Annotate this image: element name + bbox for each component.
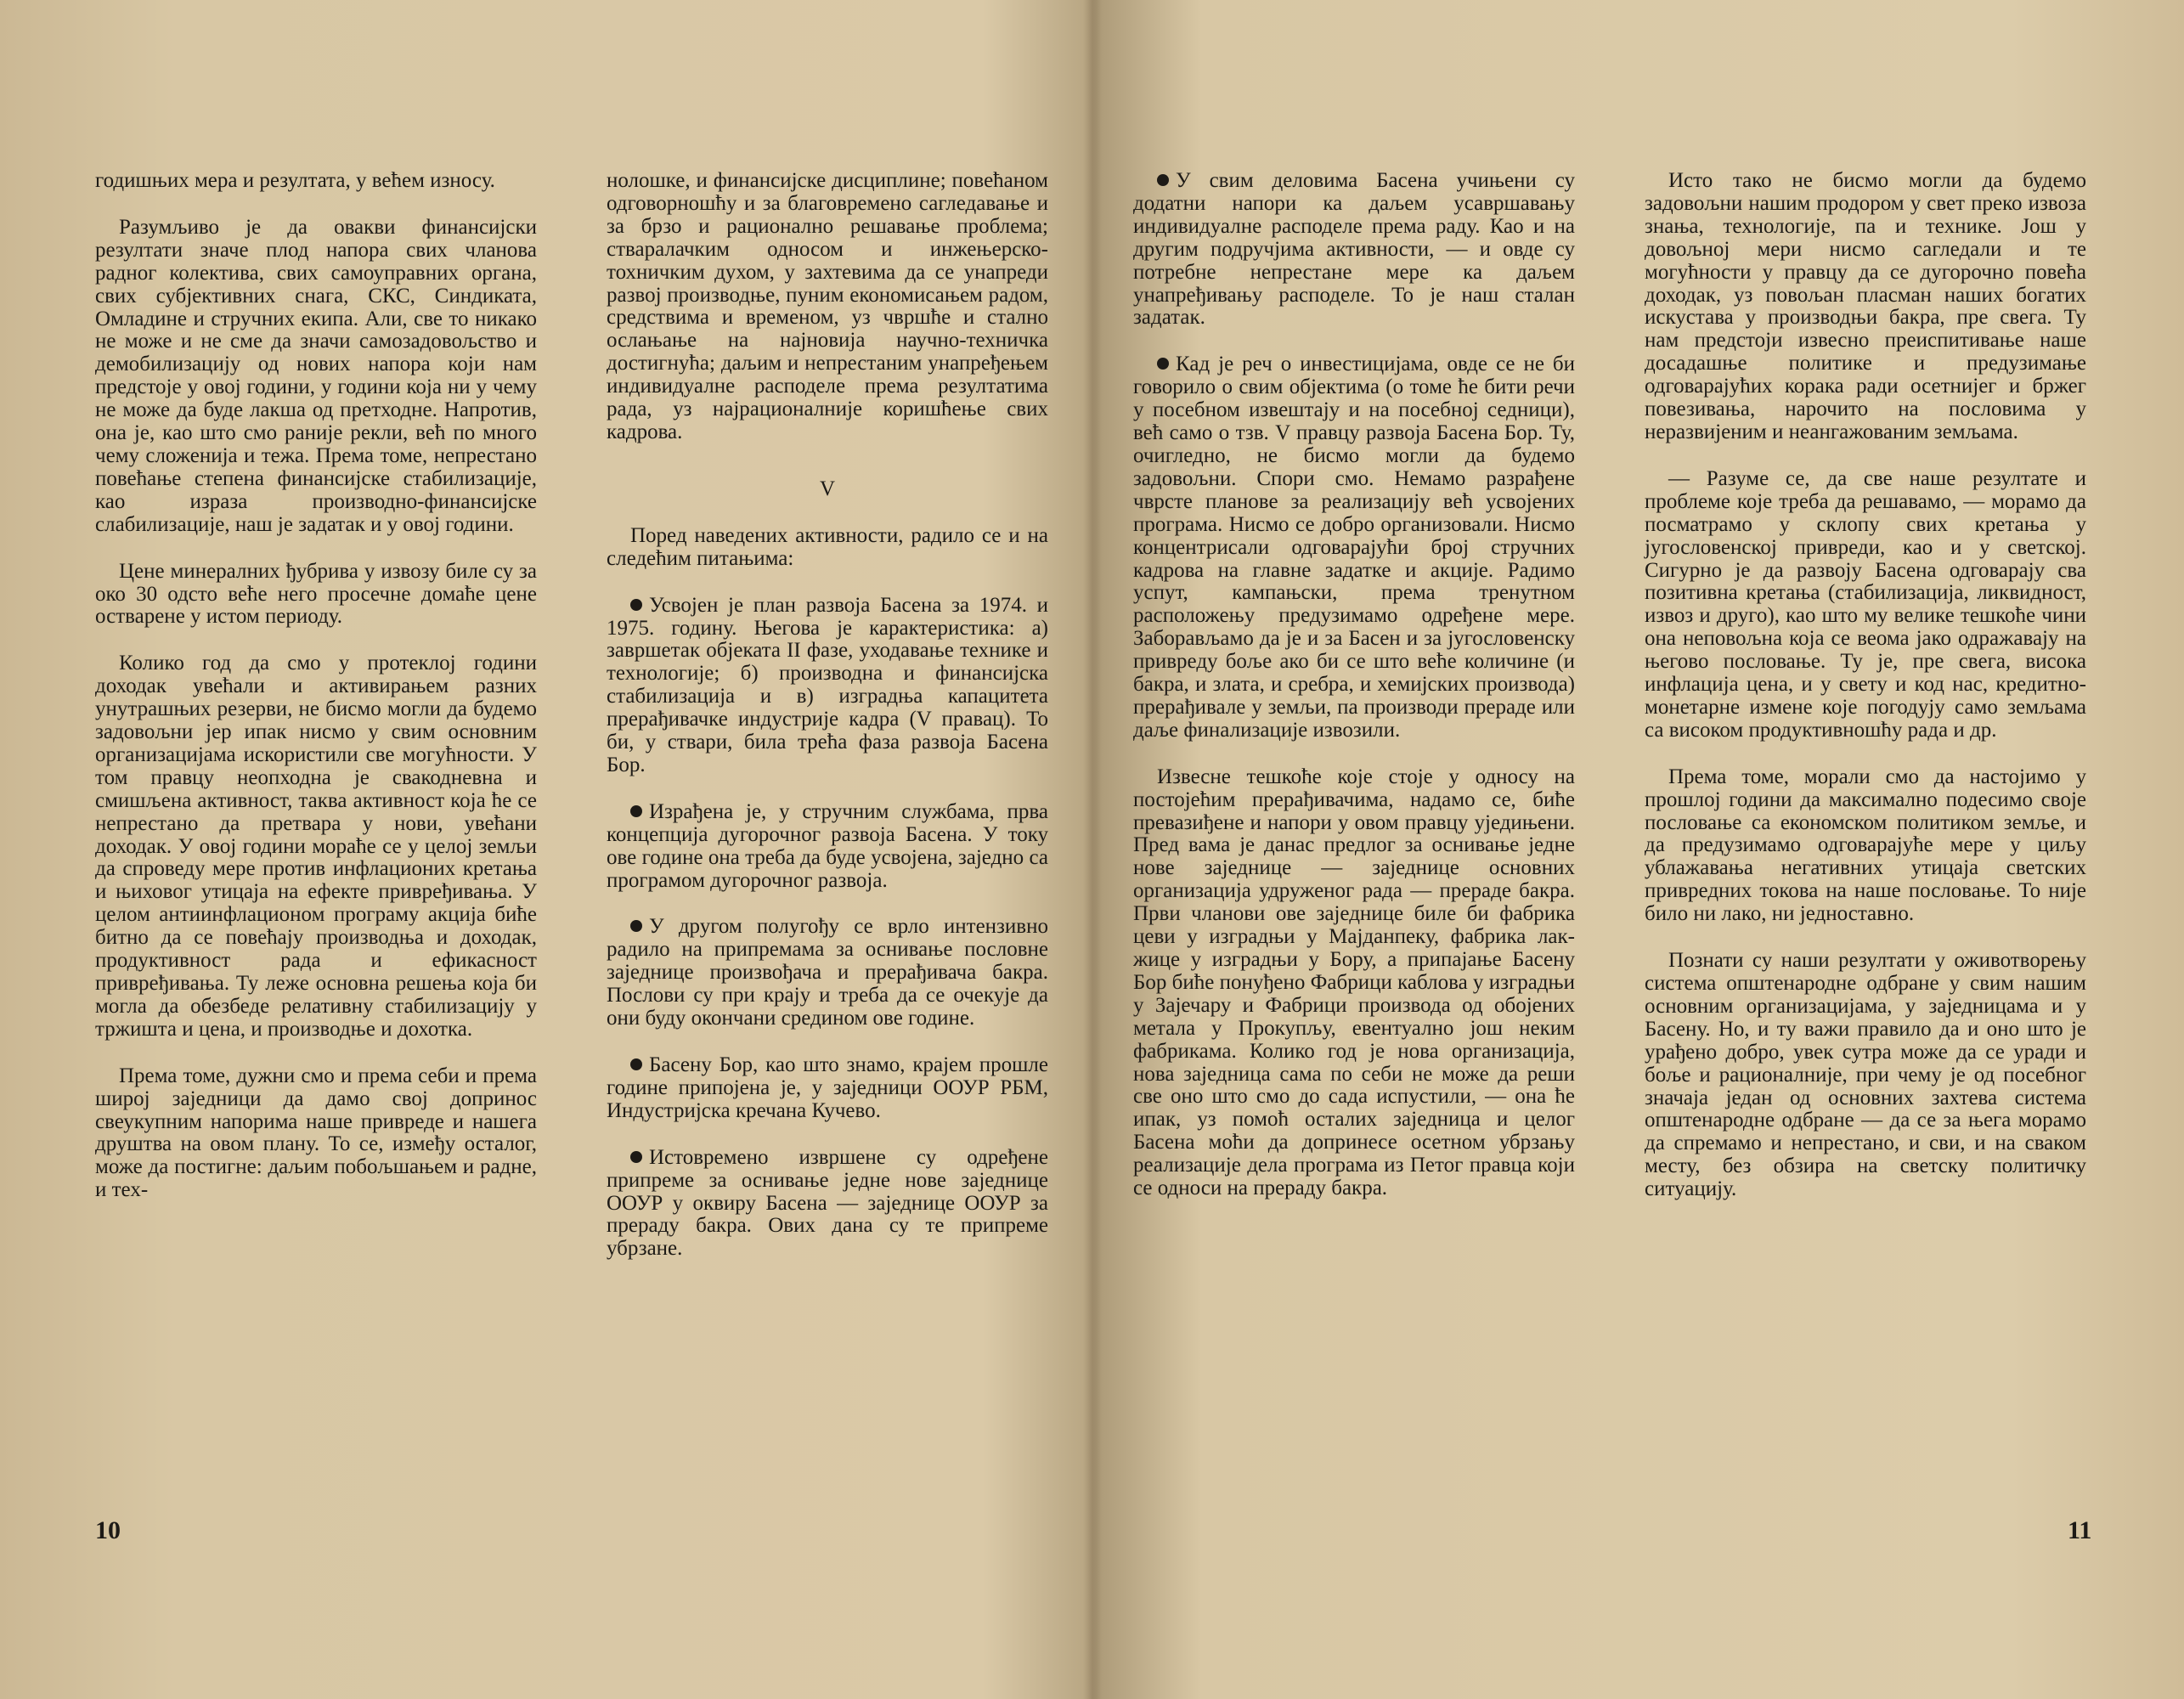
bullet-icon	[630, 920, 642, 932]
paragraph: — Разуме се, да све наше резултате и проблеме које треба да решавамо, — морамо да посматрамо у склопу свих кретања у југословенској привреди, као и у светској. Сигурно је да развоју Басена одговарају сва позитивна кретања (стабилизација, ликвидност, извоз и друго), као што му велике тешкоће чини она неповољна која се веома јако одражавају на његово пословање. Ту је, пре свега, висока инфлација цена, и у свету и код нас, кредитно-монетарне измене које погодују само земљама са високом продуктивношћу рада и др.	[1645, 466, 2086, 742]
paragraph: Цене минералних ђубрива у извозу биле су за око 30 одсто веће него просечне домаће цене остварене у истом периоду.	[95, 559, 537, 629]
page-number: 10	[95, 1516, 121, 1544]
paragraph: Извесне тешкоће које стоје у односу на постојећим прерађивачима, надамо се, биће превазиђене и напори у овом правцу уједињени. Пред вама је данас предлог за оснивање једне нове заједнице — заједнице основних организација удруженог рада — прераде бакра. Први чланови ове заједнице биле би фабрика цеви у изградњи у Мајданпеку, фабрика лак-жице у изградњи у Бору, а припајање Басену Бор биће понуђено Фабрици каблова у изградњи у Зајечару и Фабрици производа од обојених метала у Прокупљу, евентуално још неким фабрикама. Колико год је нова организација, нова заједница сама по себи не може да реши све оно што смо до сада испустили, — она ће ипак, уз помоћ осталих заједница и целог Басена моћи да допринесе осетном убрзању реализације дела програма из Петог правца који се односи на прераду бакра.	[1133, 765, 1575, 1200]
bullet-icon	[630, 599, 642, 611]
paragraph: Према томе, дужни смо и према себи и према широј заједници да дамо свој допринос свеукупним напорима наше привреде и нашега друштва на овом плану. То се, између осталог, може да постигне: даљим побољшањем и радне, и тех-	[95, 1064, 537, 1202]
bullet-icon	[630, 805, 642, 817]
paragraph-text: Басену Бор, као што знамо, крајем прошле године припојена је, у заједници ООУР РБМ, Индустријска кречана Кучево.	[607, 1053, 1048, 1122]
section-heading: V	[819, 477, 836, 500]
paragraph: годишњих мера и резултата, у већем износу.	[95, 169, 495, 192]
paragraph-text: У другом полугођу се врло интензивно радило на припремама за оснивање пословне заједнице произвођача и прерађивача бакра. Послови су при крају и треба да се очекује да они буду окончани средином ове године.	[607, 915, 1048, 1030]
right-page-column-1	[1133, 170, 1575, 1224]
bullet-icon	[1157, 358, 1169, 370]
paragraph: Према томе, морали смо да настојимо у прошлој години да максимално подесимо своје пословање са економском политиком земље, и да предузимамо одговарајуће мере у циљу ублажавања негативних утицаја светских привредних токова на наше пословање. То није било ни лако, ни једноставно.	[1645, 765, 2086, 926]
bullet-paragraph	[1133, 170, 1575, 330]
paragraph: Поред наведених активности, радило се и на следећим питањима:	[607, 523, 1048, 570]
bullet-icon	[630, 1151, 642, 1163]
paragraph-text: Кад је реч о инвестицијама, овде се не би говорило о свим објектима (о томе ће бити речи у посебном извештају и на посебној седници), већ само о тзв. V правцу развоја Басена Бор. Ту, очигледно, не бисмо могли да будемо задовољни. Спори смо. Немамо разрађене чврсте планове за реализацију већ усвојених програма. Нисмо се добро организовали. Нисмо концентрисали одговарајући број стручних кадрова на главне задатке и акције. Радимо успут, кампањски, према тренутном расположењу предузимамо одређене мере. Заборављамо да је и за Басен и за југословенску привреду боље ако би се што веће количине (и бакра, и злата, и сребра, и хемијских производа) прерађивале у земљи, па производи прераде или даље финализације извозили.	[1133, 353, 1575, 742]
bullet-paragraph	[607, 1147, 1048, 1262]
paragraph-text: У свим деловима Басена учињени су додатни напори ка даљем усавршавању индивидуалне расподеле према раду. Као и на другим подручјима активности, — и овде су потребне непрестане мере ка даљем унапређивању расподеле. То је наш сталан задатак.	[1133, 169, 1575, 330]
paragraph: Разумљиво је да овакви финансијски резултати значе плод напора свих чланова радног колектива, свих самоуправних органа, свих субјективних снага, СКС, Синдиката, Омладине и стручних екипа. Али, све то никако не може и не сме да значи самозадовољство и демобилизацију од нових напора који нам предстоје у овој години, у години која ни у чему не може да буде лакша од претходне. Напротив, она је, као што смо раније рекли, већ по много чему сложенија и тежа. Према томе, непрестано повећање степена финансијске стабилизације, као израза производно-финансијске слабилизације, наш је задатак и у овој години.	[95, 215, 537, 536]
paragraph-text: Истовремено извршене су одређене припреме за оснивање једне нове заједнице ООУР у оквиру Басена — заједнице ООУР за прераду бакра. Ових дана су те припреме убрзане.	[607, 1145, 1048, 1261]
bullet-paragraph	[1133, 353, 1575, 742]
bullet-icon	[630, 1058, 642, 1070]
paragraph-text: Израђена је, у стручним службама, прва концепција дугорочног развоја Басена. У току ове године она треба да буде усвојена, заједно са програмом дугорочног развоја.	[607, 799, 1048, 892]
paragraph: Познати су наши резултати у оживотворењу система општенародне одбране у свим нашим основним организацијама, у заједницама и у Басену. Но, и ту важи правило да и оно што је урађено добро, увек сутра може да се уради и боље и рационалније, при чему је од посебног значаја један од основних захтева система општенародне одбране — да се за њега морамо да спремамо и непрестано, и сви, и на сваком месту, без обзира на светску политичку ситуацију.	[1645, 949, 2086, 1201]
bullet-paragraph	[607, 801, 1048, 893]
bullet-paragraph	[607, 916, 1048, 1030]
paragraph: Исто тако не бисмо могли да будемо задовољни нашим продором у свет преко извоза знања, технологије, па и технике. Још у довољној мери нисмо сагледали и те могућности у правцу да се дугорочно повећа доходак, уз повољан пласман наших богатих искустава у производњи бакра, пре свега. Ту нам предстоји извесно преиспитивање наше досадашње политике и предузимање одговарајућих корака ради осетнијег и бржег повезивања, нарочито на пословима у неразвијеним и неангажованим земљама.	[1645, 169, 2086, 443]
left-page-column-1	[95, 170, 537, 1226]
bullet-paragraph	[607, 1054, 1048, 1123]
left-page-column-2	[607, 170, 1048, 1284]
right-page-column-2	[1645, 170, 2086, 1225]
paragraph: нолошке, и финансијске дисциплине; повећаном одговорношћу и за благовремено сагледавање и за брзо и рационално решавање проблема; стваралачким односом и инжењерско-тохничким духом, у захтевима да се унапреди развој производње, пуним економисањем радом, средствима и временом, уз чвршће и стално ослањање на најновија научно-техничка достигнућа; даљим и непрестаним унапређењем индивидуалне расподеле према резултатима рада, уз најрационалније коришћење свих кадрова.	[607, 169, 1048, 443]
paragraph: Колико год да смо у протеклој години доходак увећали и активирањем разних унутрашњих резерви, не бисмо могли да будемо задовољни јер ипак нисмо у свим основним организацијама искористили све могућности. У том правцу неопходна је свакодневна и смишљена активност, таква активност која ће се непрестано да претвара у нови, увећани доходак. У овој години мораће се у целој земљи да спроведу мере против инфлационих кретања и њиховог утицаја на ефекте привређивања. У целом антиинфлационом програму акција биће битно да се повећају производња и доходак, продуктивност рада и ефикасност привређивања. Ту леже основна решења која би могла да обезбеде релативну стабилизацију у тржишта и цена, и производње и дохотка.	[95, 652, 537, 1041]
bullet-paragraph	[607, 595, 1048, 777]
bullet-icon	[1157, 174, 1169, 186]
right-page	[1092, 0, 2184, 1699]
paragraph-text: Усвојен је план развоја Басена за 1974. и 1975. годину. Његова је карактеристика: а) завршетак објеката II фазе, уходавање технике и технологије; б) производна и финансијска стабилизација и в) изградња капацитета прерађивачке индустрије кадра (V правац). То би, у ствари, била трећа фаза развоја Басена Бор.	[607, 593, 1048, 776]
page-number: 11	[2068, 1516, 2092, 1544]
